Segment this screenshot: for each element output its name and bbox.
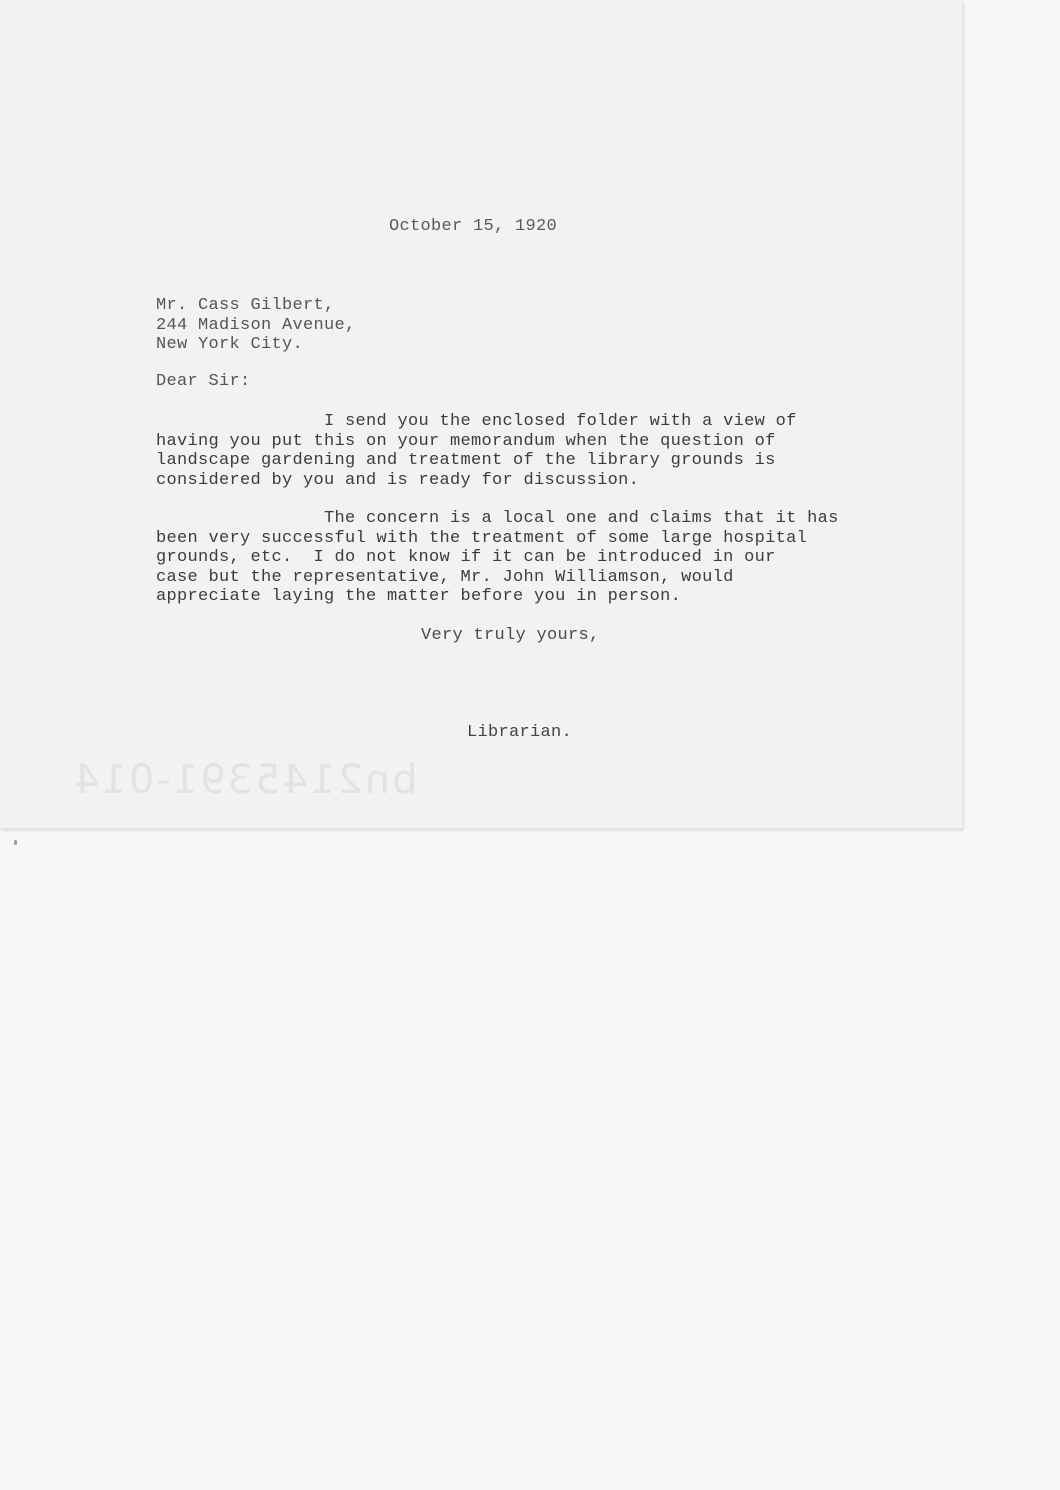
paragraph-line: appreciate laying the matter before you in person. bbox=[156, 587, 682, 606]
dust-speck bbox=[14, 840, 17, 845]
recipient-address bbox=[156, 296, 356, 355]
salutation: Dear Sir: bbox=[156, 372, 251, 391]
body-paragraph-1 bbox=[156, 412, 797, 490]
letter-date: October 15, 1920 bbox=[389, 217, 558, 236]
paragraph-line: grounds, etc. I do not know if it can be introduced in our bbox=[156, 548, 776, 567]
paragraph-line: landscape gardening and treatment of the library grounds is bbox=[156, 451, 776, 470]
paragraph-line: The concern is a local one and claims that it has bbox=[156, 509, 839, 528]
recipient-name: Mr. Cass Gilbert, bbox=[156, 296, 335, 315]
paragraph-line: case but the representative, Mr. John Williamson, would bbox=[156, 567, 734, 587]
recipient-city: New York City. bbox=[156, 335, 304, 354]
recipient-street: 244 Madison Avenue, bbox=[156, 315, 356, 335]
paragraph-line: considered by you and is ready for discussion. bbox=[156, 470, 640, 490]
paragraph-line: been very successful with the treatment of some large hospital bbox=[156, 528, 808, 548]
body-paragraph-2 bbox=[156, 509, 839, 607]
complimentary-close: Very truly yours, bbox=[421, 626, 600, 645]
paragraph-line: having you put this on your memorandum when the question of bbox=[156, 431, 776, 451]
paragraph-line: I send you the enclosed folder with a view of bbox=[156, 412, 797, 431]
archive-pencil-mark: bn2145391-014 bbox=[72, 757, 418, 803]
signature-title: Librarian. bbox=[467, 723, 573, 742]
